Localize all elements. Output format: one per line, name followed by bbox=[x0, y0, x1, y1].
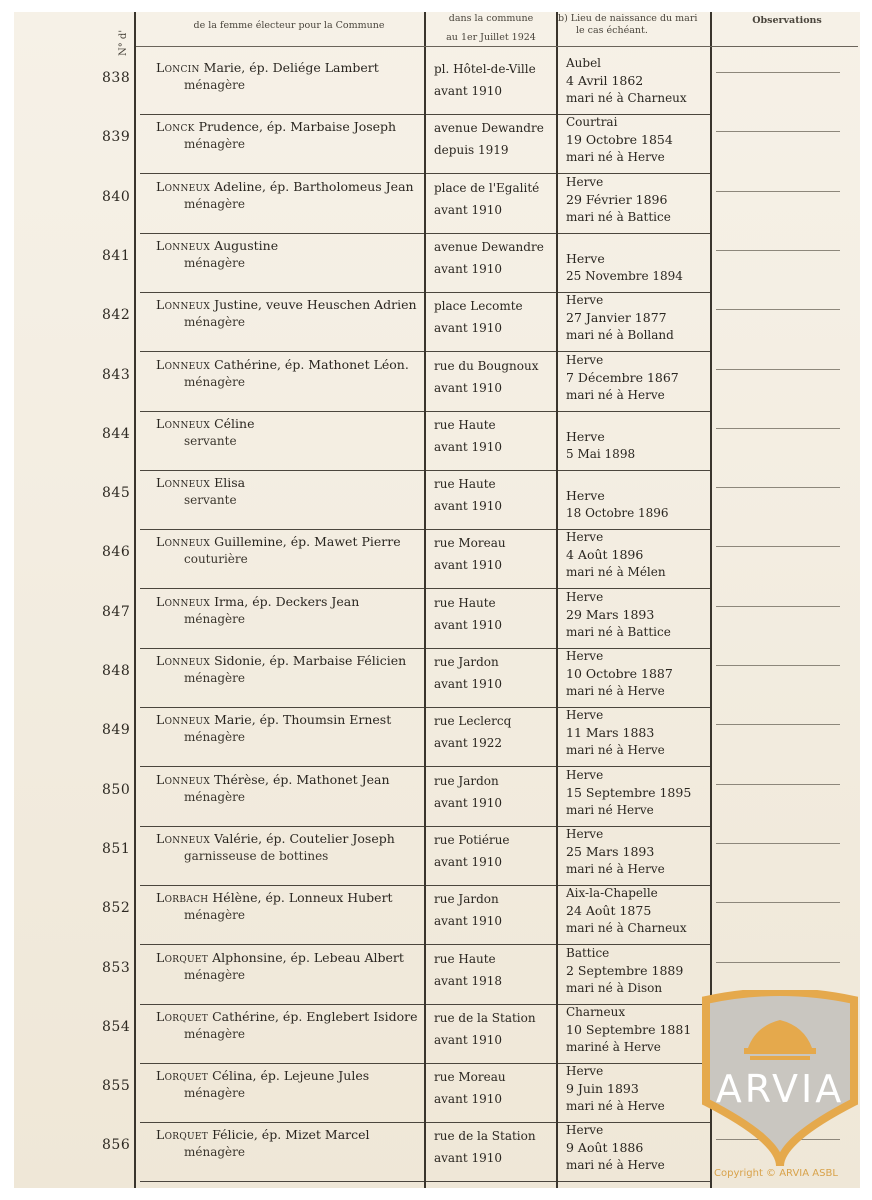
occupation: ménagère bbox=[184, 1026, 245, 1041]
header-birth-2: le cas échéant. bbox=[576, 25, 648, 36]
voter-name bbox=[156, 119, 396, 134]
given-name: Cathérine, ép. Englebert Isidore bbox=[212, 1008, 418, 1024]
entry-number: 848 bbox=[102, 663, 131, 679]
voter-name bbox=[156, 712, 391, 727]
observations-line bbox=[716, 606, 840, 607]
husband-birthplace: mari né à Herve bbox=[566, 1099, 665, 1114]
birth-date: 27 Janvier 1877 bbox=[566, 310, 667, 326]
birth-date: Herve bbox=[566, 428, 605, 444]
table-row bbox=[14, 412, 860, 471]
surname: Lonneux bbox=[156, 593, 211, 609]
birth-date: Herve bbox=[566, 250, 605, 266]
occupation: ménagère bbox=[184, 611, 245, 626]
observations-line bbox=[716, 665, 840, 666]
birth-date: 15 Septembre 1895 bbox=[566, 784, 692, 800]
entry-number: 841 bbox=[102, 247, 131, 264]
residence-since: avant 1910 bbox=[434, 499, 502, 514]
surname: Lonneux bbox=[156, 178, 211, 194]
given-name: Thérèse, ép. Mathonet Jean bbox=[214, 771, 390, 787]
surname: Lonneux bbox=[156, 653, 211, 668]
birth-place: Herve bbox=[566, 649, 604, 663]
birth-place: Herve bbox=[566, 1064, 604, 1079]
residence-since: avant 1910 bbox=[434, 202, 502, 217]
occupation: ménagère bbox=[184, 789, 245, 804]
birth-place: Battice bbox=[566, 945, 610, 960]
voter-name bbox=[156, 1068, 369, 1083]
observations-line bbox=[716, 487, 840, 488]
address: rue de la Station bbox=[434, 1010, 536, 1025]
entry-number: 856 bbox=[102, 1137, 131, 1154]
residence-since: avant 1910 bbox=[434, 914, 502, 929]
entry-number: 839 bbox=[102, 129, 131, 146]
table-row bbox=[14, 886, 860, 945]
header-birth-1: b) Lieu de naissance du mari bbox=[558, 13, 698, 24]
husband-birthplace: 18 Octobre 1896 bbox=[566, 506, 669, 521]
row-separator-name bbox=[140, 1181, 424, 1182]
husband-birthplace: mari né à Herve bbox=[566, 387, 665, 402]
birth-date: 10 Septembre 1881 bbox=[566, 1021, 692, 1037]
husband-birthplace: mari né à Herve bbox=[566, 150, 665, 165]
birth-date: 11 Mars 1883 bbox=[566, 725, 655, 741]
occupation: ménagère bbox=[184, 671, 245, 685]
occupation: ménagère bbox=[184, 137, 245, 152]
birth-date: 19 Octobre 1854 bbox=[566, 132, 673, 148]
address: rue Moreau bbox=[434, 1070, 506, 1085]
residence-since: avant 1910 bbox=[434, 261, 502, 276]
header-number: N° d' bbox=[118, 29, 129, 56]
entry-number: 849 bbox=[102, 722, 131, 739]
address: rue Leclercq bbox=[434, 714, 512, 729]
birth-place: Herve bbox=[566, 708, 604, 723]
voter-name bbox=[156, 1009, 417, 1024]
entry-number: 855 bbox=[102, 1078, 131, 1095]
voter-name bbox=[156, 772, 390, 787]
occupation: ménagère bbox=[184, 196, 245, 211]
register-page bbox=[14, 12, 860, 1188]
residence-since: avant 1910 bbox=[434, 795, 502, 810]
birth-place: Herve bbox=[566, 589, 604, 604]
birth-place: Herve bbox=[566, 1123, 604, 1138]
residence-since: avant 1910 bbox=[434, 558, 502, 573]
husband-birthplace: 25 Novembre 1894 bbox=[566, 268, 683, 283]
birth-place: Herve bbox=[566, 352, 604, 367]
residence-since: avant 1910 bbox=[434, 677, 502, 691]
given-name: Augustine bbox=[214, 237, 279, 253]
voter-name bbox=[156, 594, 359, 609]
table-row bbox=[14, 234, 860, 293]
voter-name bbox=[156, 357, 409, 372]
birth-date: 25 Mars 1893 bbox=[566, 843, 655, 859]
table-row bbox=[14, 530, 860, 589]
birth-date: 7 Décembre 1867 bbox=[566, 369, 679, 385]
voter-name bbox=[156, 831, 395, 846]
residence-since: avant 1910 bbox=[434, 854, 502, 869]
table-row bbox=[14, 175, 860, 234]
occupation: ménagère bbox=[184, 374, 245, 389]
given-name: Justine, veuve Heuschen Adrien bbox=[214, 297, 417, 313]
table-row bbox=[14, 353, 860, 412]
husband-birthplace: mari né à Herve bbox=[566, 743, 665, 758]
birth-date: 24 Août 1875 bbox=[566, 903, 652, 919]
entry-number: 843 bbox=[102, 366, 131, 383]
occupation: ménagère bbox=[184, 255, 245, 270]
address: rue Jardon bbox=[434, 655, 499, 669]
surname: Lonneux bbox=[156, 297, 211, 313]
residence-since: depuis 1919 bbox=[434, 143, 509, 158]
residence-since: avant 1910 bbox=[434, 84, 502, 98]
row-separator-address bbox=[426, 1181, 556, 1182]
table-row bbox=[14, 471, 860, 530]
voter-name bbox=[156, 416, 254, 431]
voter-name bbox=[156, 179, 414, 194]
surname: Lonneux bbox=[156, 356, 211, 372]
given-name: Alphonsine, ép. Lebeau Albert bbox=[212, 949, 404, 965]
surname: Lorquet bbox=[156, 1008, 209, 1024]
table-row bbox=[14, 649, 860, 708]
residence-since: avant 1910 bbox=[434, 1032, 502, 1047]
surname: Lorquet bbox=[156, 1068, 209, 1084]
table-row bbox=[14, 293, 860, 352]
header-address-2: au 1er Juillet 1924 bbox=[446, 32, 536, 43]
occupation: garnisseuse de bottines bbox=[184, 848, 329, 863]
given-name: Prudence, ép. Marbaise Joseph bbox=[198, 119, 397, 135]
surname: Lonneux bbox=[156, 237, 211, 253]
address: pl. Hôtel-de-Ville bbox=[434, 62, 536, 76]
occupation: ménagère bbox=[184, 908, 245, 923]
table-row bbox=[14, 56, 860, 115]
entry-number: 853 bbox=[102, 959, 131, 976]
birth-place: Herve bbox=[566, 174, 604, 189]
address: rue Haute bbox=[434, 417, 496, 432]
table-row bbox=[14, 768, 860, 827]
surname: Lonneux bbox=[156, 475, 211, 491]
birth-date: 9 Juin 1893 bbox=[566, 1081, 639, 1097]
observations-line bbox=[716, 250, 840, 251]
address: rue Haute bbox=[434, 595, 496, 610]
given-name: Célina, ép. Lejeune Jules bbox=[212, 1068, 370, 1084]
entry-number: 847 bbox=[102, 603, 131, 620]
residence-since: avant 1918 bbox=[434, 973, 502, 988]
address: rue Potiérue bbox=[434, 832, 510, 847]
observations-line bbox=[716, 784, 840, 785]
occupation: servante bbox=[184, 433, 237, 448]
given-name: Félicie, ép. Mizet Marcel bbox=[212, 1127, 370, 1143]
occupation: ménagère bbox=[184, 1145, 245, 1160]
observations-line bbox=[716, 309, 840, 310]
residence-since: avant 1910 bbox=[434, 1092, 502, 1107]
voter-name bbox=[156, 238, 278, 253]
husband-birthplace: mari né à Dison bbox=[566, 980, 663, 995]
address: place Lecomte bbox=[434, 299, 523, 314]
husband-birthplace: 5 Mai 1898 bbox=[566, 446, 636, 461]
surname: Lonneux bbox=[156, 830, 211, 846]
residence-since: avant 1922 bbox=[434, 736, 502, 751]
birth-place: Herve bbox=[566, 530, 604, 545]
residence-since: avant 1910 bbox=[434, 1151, 502, 1166]
observations-line bbox=[716, 191, 840, 192]
birth-date: 10 Octobre 1887 bbox=[566, 666, 673, 681]
entry-number: 840 bbox=[102, 188, 131, 205]
given-name: Sidonie, ép. Marbaise Félicien bbox=[214, 653, 407, 668]
copyright-text: Copyright © ARVIA ASBL bbox=[714, 1168, 838, 1179]
birth-date: 29 Février 1896 bbox=[566, 191, 668, 207]
voter-name bbox=[156, 475, 245, 490]
entry-number: 845 bbox=[102, 485, 131, 502]
occupation: couturière bbox=[184, 552, 248, 567]
occupation: ménagère bbox=[184, 967, 245, 982]
given-name: Céline bbox=[214, 415, 255, 431]
given-name: Elisa bbox=[214, 475, 246, 491]
voter-name bbox=[156, 534, 401, 549]
entry-number: 854 bbox=[102, 1018, 131, 1035]
observations-line bbox=[716, 428, 840, 429]
address: rue de la Station bbox=[434, 1129, 536, 1144]
birth-place: Aix-la-Chapelle bbox=[566, 886, 658, 901]
occupation: ménagère bbox=[184, 1086, 245, 1101]
entry-number: 846 bbox=[102, 544, 131, 561]
husband-birthplace: mari né à Charneux bbox=[566, 921, 687, 936]
given-name: Marie, ép. Deliége Lambert bbox=[203, 60, 379, 75]
surname: Loncin bbox=[156, 60, 200, 75]
husband-birthplace: mari né Herve bbox=[566, 802, 654, 817]
observations-line bbox=[716, 902, 840, 903]
birth-place: Charneux bbox=[566, 1004, 626, 1019]
voter-name bbox=[156, 950, 404, 965]
birth-place: Aubel bbox=[566, 56, 602, 70]
given-name: Marie, ép. Thoumsin Ernest bbox=[214, 712, 392, 728]
address: rue Haute bbox=[434, 477, 496, 492]
table-row bbox=[14, 115, 860, 174]
voter-name bbox=[156, 297, 417, 312]
birth-place: Herve bbox=[566, 293, 604, 308]
header-name: de la femme électeur pour la Commune bbox=[193, 20, 385, 31]
table-row bbox=[14, 827, 860, 886]
birth-date: 4 Août 1896 bbox=[566, 547, 644, 563]
voter-name bbox=[156, 653, 406, 668]
birth-date: 29 Mars 1893 bbox=[566, 606, 655, 622]
residence-since: avant 1910 bbox=[434, 617, 502, 632]
occupation: ménagère bbox=[184, 78, 245, 92]
husband-birthplace: mari né à Herve bbox=[566, 1158, 665, 1173]
husband-birthplace: mari né à Herve bbox=[566, 684, 665, 698]
voter-name bbox=[156, 1127, 370, 1142]
header-address-1: dans la commune bbox=[448, 13, 534, 24]
voter-name bbox=[156, 60, 379, 75]
occupation: ménagère bbox=[184, 730, 245, 745]
husband-birthplace: mari né à Bolland bbox=[566, 328, 674, 343]
observations-line bbox=[716, 72, 840, 73]
surname: Lonneux bbox=[156, 415, 211, 431]
given-name: Valérie, ép. Coutelier Joseph bbox=[214, 830, 395, 846]
address: rue du Bougnoux bbox=[434, 358, 539, 373]
husband-birthplace: mariné à Herve bbox=[566, 1039, 661, 1054]
observations-line bbox=[716, 369, 840, 370]
address: rue Haute bbox=[434, 951, 496, 966]
surname: Lonck bbox=[156, 119, 195, 135]
entry-number: 850 bbox=[102, 781, 131, 798]
observations-line bbox=[716, 843, 840, 844]
birth-place: Herve bbox=[566, 767, 604, 782]
birth-date: 9 Août 1886 bbox=[566, 1140, 644, 1156]
surname: Lonneux bbox=[156, 771, 211, 787]
residence-since: avant 1910 bbox=[434, 321, 502, 336]
given-name: Adeline, ép. Bartholomeus Jean bbox=[214, 178, 414, 194]
husband-birthplace: mari né à Battice bbox=[566, 209, 671, 224]
address: avenue Dewandre bbox=[434, 239, 544, 254]
address: rue Jardon bbox=[434, 892, 499, 907]
header-rule bbox=[136, 46, 858, 47]
birth-date: Herve bbox=[566, 488, 605, 504]
surname: Lonneux bbox=[156, 712, 211, 728]
observations-line bbox=[716, 962, 840, 963]
entry-number: 852 bbox=[102, 900, 131, 917]
observations-line bbox=[716, 131, 840, 132]
row-separator-birth bbox=[558, 1181, 710, 1182]
entry-number: 842 bbox=[102, 307, 131, 324]
address: place de l'Egalité bbox=[434, 180, 540, 195]
occupation: ménagère bbox=[184, 315, 245, 330]
address: avenue Dewandre bbox=[434, 121, 544, 136]
arvia-logo bbox=[698, 990, 860, 1170]
observations-line bbox=[716, 724, 840, 725]
address: rue Moreau bbox=[434, 536, 506, 551]
entry-number: 838 bbox=[102, 70, 131, 86]
address: rue Jardon bbox=[434, 773, 499, 788]
birth-place: Herve bbox=[566, 826, 604, 841]
table-row bbox=[14, 590, 860, 649]
birth-date: 4 Avril 1862 bbox=[566, 73, 644, 88]
birth-date: 2 Septembre 1889 bbox=[566, 962, 684, 978]
surname: Lorquet bbox=[156, 1127, 209, 1143]
given-name: Hélène, ép. Lonneux Hubert bbox=[212, 890, 393, 906]
table-row bbox=[14, 708, 860, 767]
logo-text: ARVIA bbox=[715, 1067, 845, 1111]
husband-birthplace: mari né à Battice bbox=[566, 624, 671, 639]
birth-place: Courtrai bbox=[566, 115, 618, 130]
entry-number: 851 bbox=[102, 840, 131, 857]
observations-line bbox=[716, 546, 840, 547]
voter-name bbox=[156, 890, 393, 905]
surname: Lorquet bbox=[156, 949, 209, 965]
husband-birthplace: mari né à Mélen bbox=[566, 565, 666, 580]
husband-birthplace: mari né à Herve bbox=[566, 861, 665, 876]
surname: Lorbach bbox=[156, 890, 209, 906]
entry-number: 844 bbox=[102, 425, 131, 442]
residence-since: avant 1910 bbox=[434, 380, 502, 395]
occupation: servante bbox=[184, 493, 237, 508]
surname: Lonneux bbox=[156, 534, 211, 550]
residence-since: avant 1910 bbox=[434, 439, 502, 454]
header-observations: Observations bbox=[752, 15, 822, 26]
given-name: Cathérine, ép. Mathonet Léon. bbox=[214, 356, 409, 372]
given-name: Irma, ép. Deckers Jean bbox=[214, 593, 360, 609]
husband-birthplace: mari né à Charneux bbox=[566, 91, 687, 105]
given-name: Guillemine, ép. Mawet Pierre bbox=[214, 534, 401, 550]
